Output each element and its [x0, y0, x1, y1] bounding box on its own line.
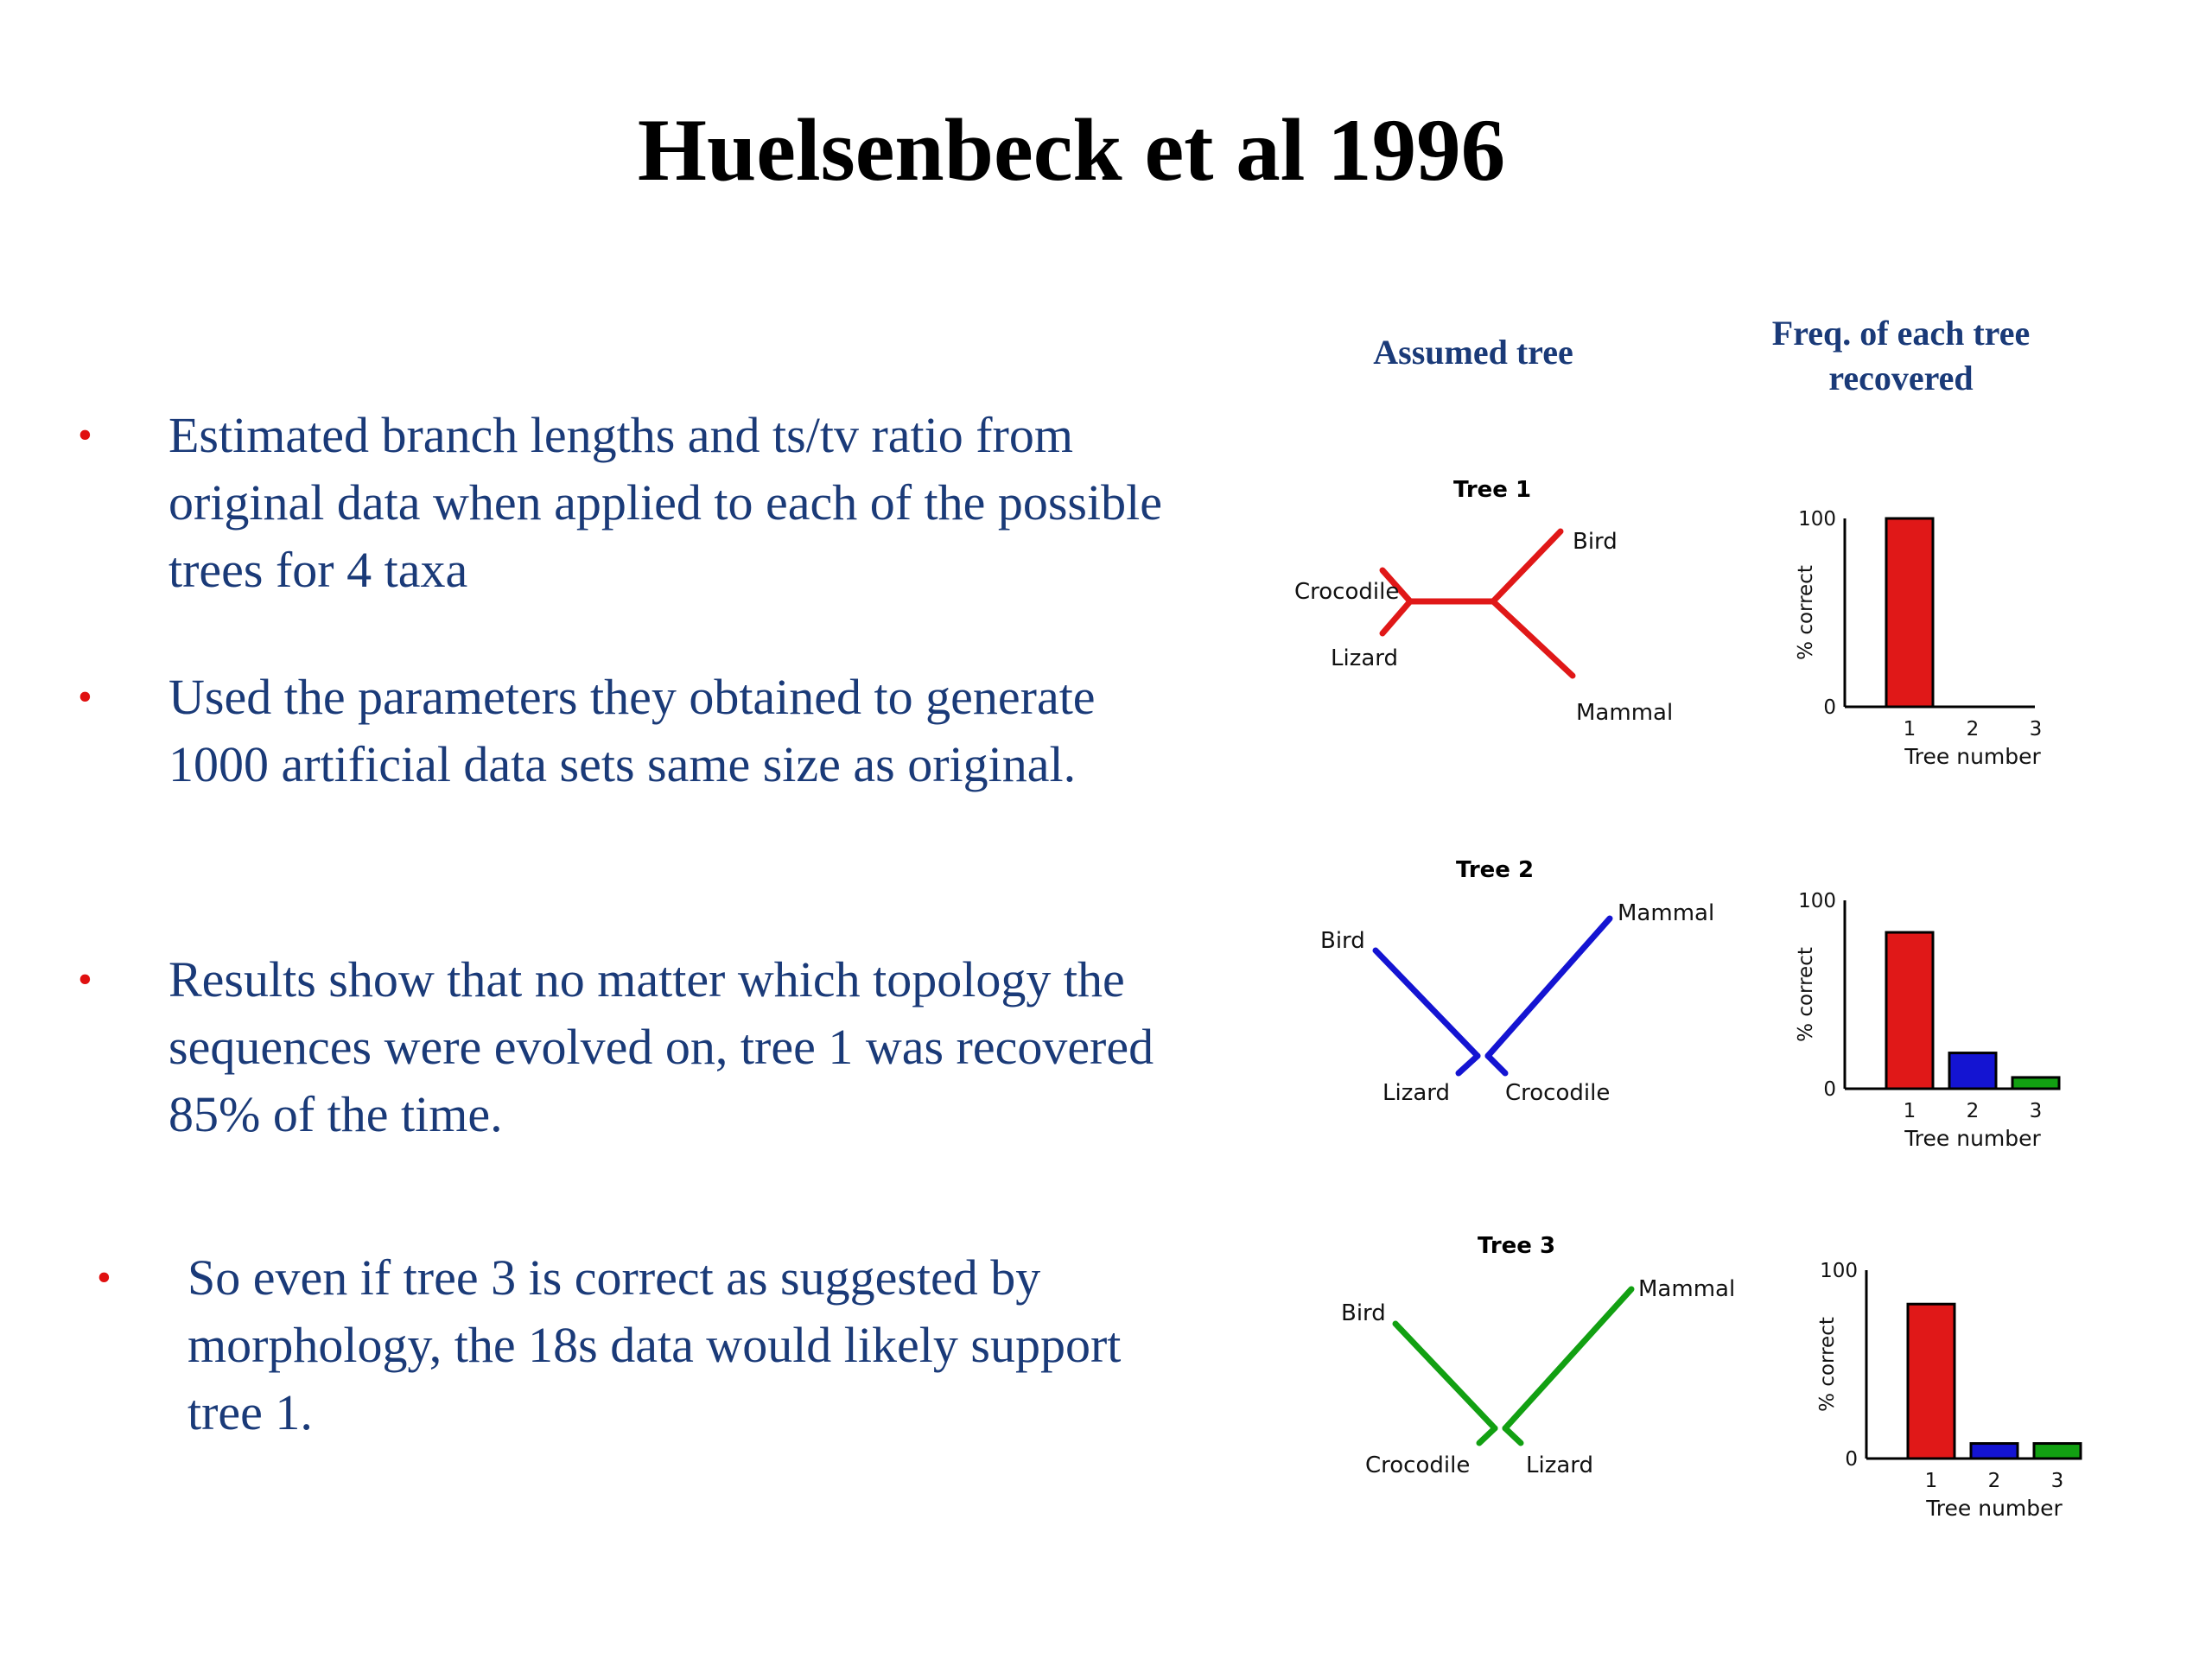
- bullet-3: [78, 946, 1166, 1154]
- bar-tree-1: [1886, 518, 1933, 707]
- bullet-marker: •: [97, 1255, 111, 1300]
- y-tick-label: 0: [1823, 696, 1836, 719]
- tree-branches: [1395, 1289, 1631, 1443]
- bar-tree-1: [1886, 932, 1933, 1089]
- x-tick-label: 2: [1966, 1100, 1980, 1122]
- tree-branches: [1382, 531, 1573, 676]
- x-tick-label: 1: [1903, 718, 1916, 741]
- bullet-1: [78, 402, 1166, 609]
- tree-1-diagram: [1279, 471, 1694, 747]
- bar-tree-2: [1971, 1444, 2018, 1459]
- x-tick-label: 3: [2029, 1100, 2043, 1122]
- bullet-2: [78, 664, 1166, 871]
- x-tick-label: 2: [1966, 718, 1980, 741]
- bar-chart-tree-3: [1784, 1236, 2130, 1538]
- bullet-4: [97, 1244, 1185, 1452]
- x-tick-label: 1: [1924, 1470, 1938, 1492]
- taxon-label: Crocodile: [1505, 1080, 1611, 1106]
- taxon-label: Bird: [1341, 1300, 1386, 1326]
- taxon-label: Crocodile: [1294, 579, 1400, 605]
- x-axis-label: Tree number: [1926, 1496, 2063, 1521]
- assumed-tree-heading: Assumed tree: [1373, 333, 1573, 372]
- bullet-marker: •: [78, 412, 92, 458]
- y-tick-label: 100: [1798, 508, 1836, 531]
- tree-title: Tree 2: [1455, 857, 1535, 883]
- x-tick-label: 2: [1987, 1470, 2001, 1492]
- taxon-label: Lizard: [1331, 645, 1399, 671]
- taxon-label: Lizard: [1526, 1452, 1594, 1478]
- tree-2-diagram: [1279, 851, 1745, 1128]
- x-tick-label: 3: [2029, 718, 2043, 741]
- taxon-label: Mammal: [1576, 700, 1674, 726]
- bar-tree-3: [2034, 1444, 2081, 1459]
- taxon-label: Bird: [1573, 529, 1618, 555]
- y-axis-label: % correct: [1795, 947, 1817, 1042]
- bullet-text: Used the parameters they obtained to generate 1000 artificial data sets same size as original.: [168, 669, 1096, 792]
- tree-branches: [1376, 918, 1610, 1073]
- x-tick-label: 3: [2050, 1470, 2064, 1492]
- y-axis-label: % correct: [1795, 565, 1817, 660]
- freq-heading: Freq. of each tree recovered: [1771, 314, 2031, 397]
- bar-tree-3: [2012, 1077, 2059, 1089]
- y-axis-label: % correct: [1816, 1317, 1839, 1412]
- taxon-label: Mammal: [1638, 1276, 1736, 1302]
- bar-chart-tree-2: [1763, 866, 2108, 1168]
- bar-tree-2: [1949, 1053, 1996, 1089]
- bar-chart-tree-1: [1763, 484, 2108, 786]
- y-tick-label: 0: [1845, 1448, 1858, 1471]
- taxon-label: Mammal: [1618, 900, 1715, 926]
- taxon-label: Lizard: [1382, 1080, 1451, 1106]
- bar-tree-1: [1908, 1304, 1955, 1459]
- slide-title: Huelsenbeck et al 1996: [637, 101, 1506, 200]
- y-tick-label: 100: [1798, 890, 1836, 912]
- x-axis-label: Tree number: [1904, 1126, 2041, 1151]
- bullet-text: Results show that no matter which topology the sequences were evolved on, tree 1 was recovered 85% of the time.: [168, 951, 1154, 1142]
- y-tick-label: 100: [1820, 1260, 1858, 1282]
- taxon-label: Bird: [1320, 928, 1365, 954]
- bullet-text: So even if tree 3 is correct as suggested by morphology, the 18s data would likely support tree 1.: [188, 1249, 1122, 1440]
- tree-3-diagram: [1279, 1227, 1745, 1503]
- tree-title: Tree 1: [1452, 477, 1532, 503]
- bullet-text: Estimated branch lengths and ts/tv ratio from original data when applied to each of the possible trees for 4 taxa: [168, 407, 1162, 598]
- bullet-marker: •: [78, 957, 92, 1002]
- x-axis-label: Tree number: [1904, 744, 2041, 769]
- y-tick-label: 0: [1823, 1078, 1836, 1101]
- x-tick-label: 1: [1903, 1100, 1916, 1122]
- taxon-label: Crocodile: [1365, 1452, 1471, 1478]
- bullet-marker: •: [78, 674, 92, 720]
- tree-title: Tree 3: [1477, 1233, 1556, 1259]
